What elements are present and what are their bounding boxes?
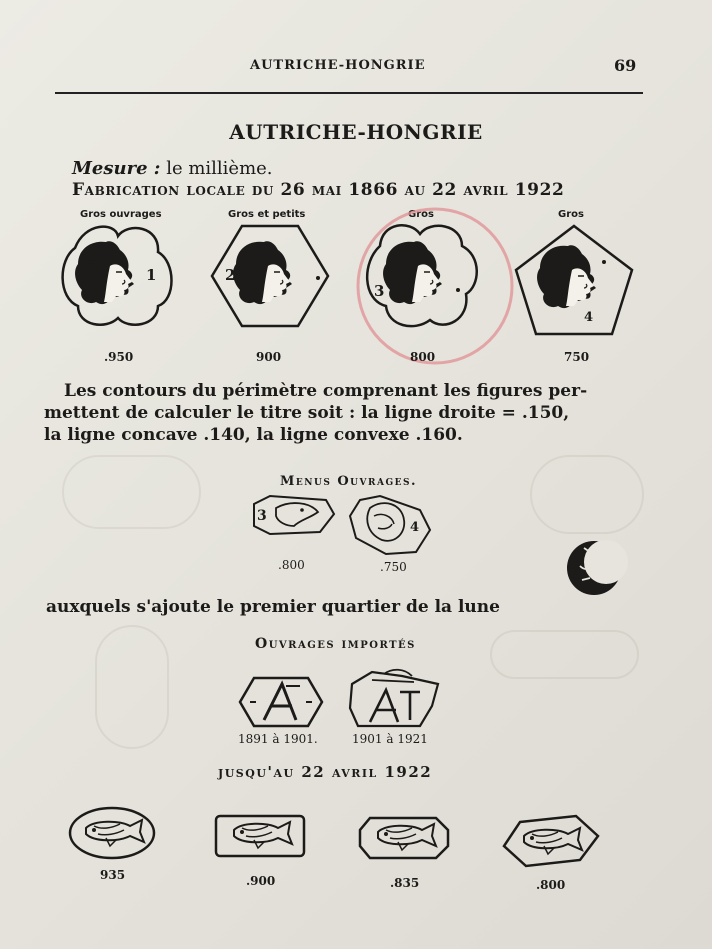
mark-value: 900: [256, 350, 282, 364]
mark-label: Gros: [558, 209, 584, 220]
mark-value: .750: [380, 560, 407, 574]
mark-value: .835: [390, 876, 420, 890]
fish-mark-oval: [70, 808, 154, 858]
mark-value: .900: [246, 874, 276, 888]
page-number: 69: [614, 56, 637, 75]
mesure-value: le millième.: [166, 158, 273, 179]
mark-label: Gros ouvrages: [80, 209, 162, 220]
paragraph-line: mettent de calculer le titre soit : la ligne droite = .150,: [44, 403, 570, 423]
mark-digit: 3: [374, 282, 385, 300]
fish-mark-rectangle: [216, 816, 304, 856]
head-mark-4: [516, 226, 632, 334]
fish-mark-octagon: [360, 818, 448, 858]
section-title: AUTRICHE-HONGRIE: [229, 120, 483, 144]
mark-value: .950: [104, 350, 134, 364]
mark-digit: 1: [146, 266, 157, 284]
mark-label: Gros et petits: [228, 209, 306, 220]
crescent-moon-mark: [567, 540, 628, 595]
paragraph: [44, 380, 587, 446]
mark-digit: 4: [410, 520, 420, 535]
paragraph-line: Les contours du périmètre comprenant les figures per-: [64, 381, 588, 401]
mesure-label: Mesure :: [72, 158, 161, 179]
mark-value: 750: [564, 350, 590, 364]
running-header: AUTRICHE-HONGRIE: [250, 58, 426, 73]
mark-label: Gros: [408, 209, 434, 220]
jusqu-title: jusqu'au 22 avril 1922: [218, 763, 433, 781]
mark-digit: 4: [584, 310, 594, 325]
importes-title: Ouvrages importés: [255, 636, 416, 652]
fish-mark-hexagon: [504, 816, 598, 866]
fabrication-line: Fabrication locale du 26 mai 1866 au 22 avril 1922: [72, 180, 565, 200]
mark-value: 1891 à 1901.: [238, 732, 318, 746]
mark-digit: 2: [225, 266, 236, 284]
mark-value: 800: [410, 350, 436, 364]
menus-title: Menus Ouvrages.: [280, 474, 418, 489]
head-mark-3: [367, 225, 477, 326]
import-mark-2: [350, 670, 438, 726]
mark-value: 935: [100, 868, 126, 882]
mark-value: .800: [278, 558, 305, 572]
mark-value: 1901 à 1921: [352, 732, 428, 746]
mark-value: .800: [536, 878, 566, 892]
mark-digit: 3: [257, 508, 267, 524]
lune-text: auxquels s'ajoute le premier quartier de la lune: [46, 597, 500, 617]
import-mark-1: [240, 678, 322, 726]
paragraph-line: la ligne concave .140, la ligne convexe .160.: [44, 425, 463, 445]
